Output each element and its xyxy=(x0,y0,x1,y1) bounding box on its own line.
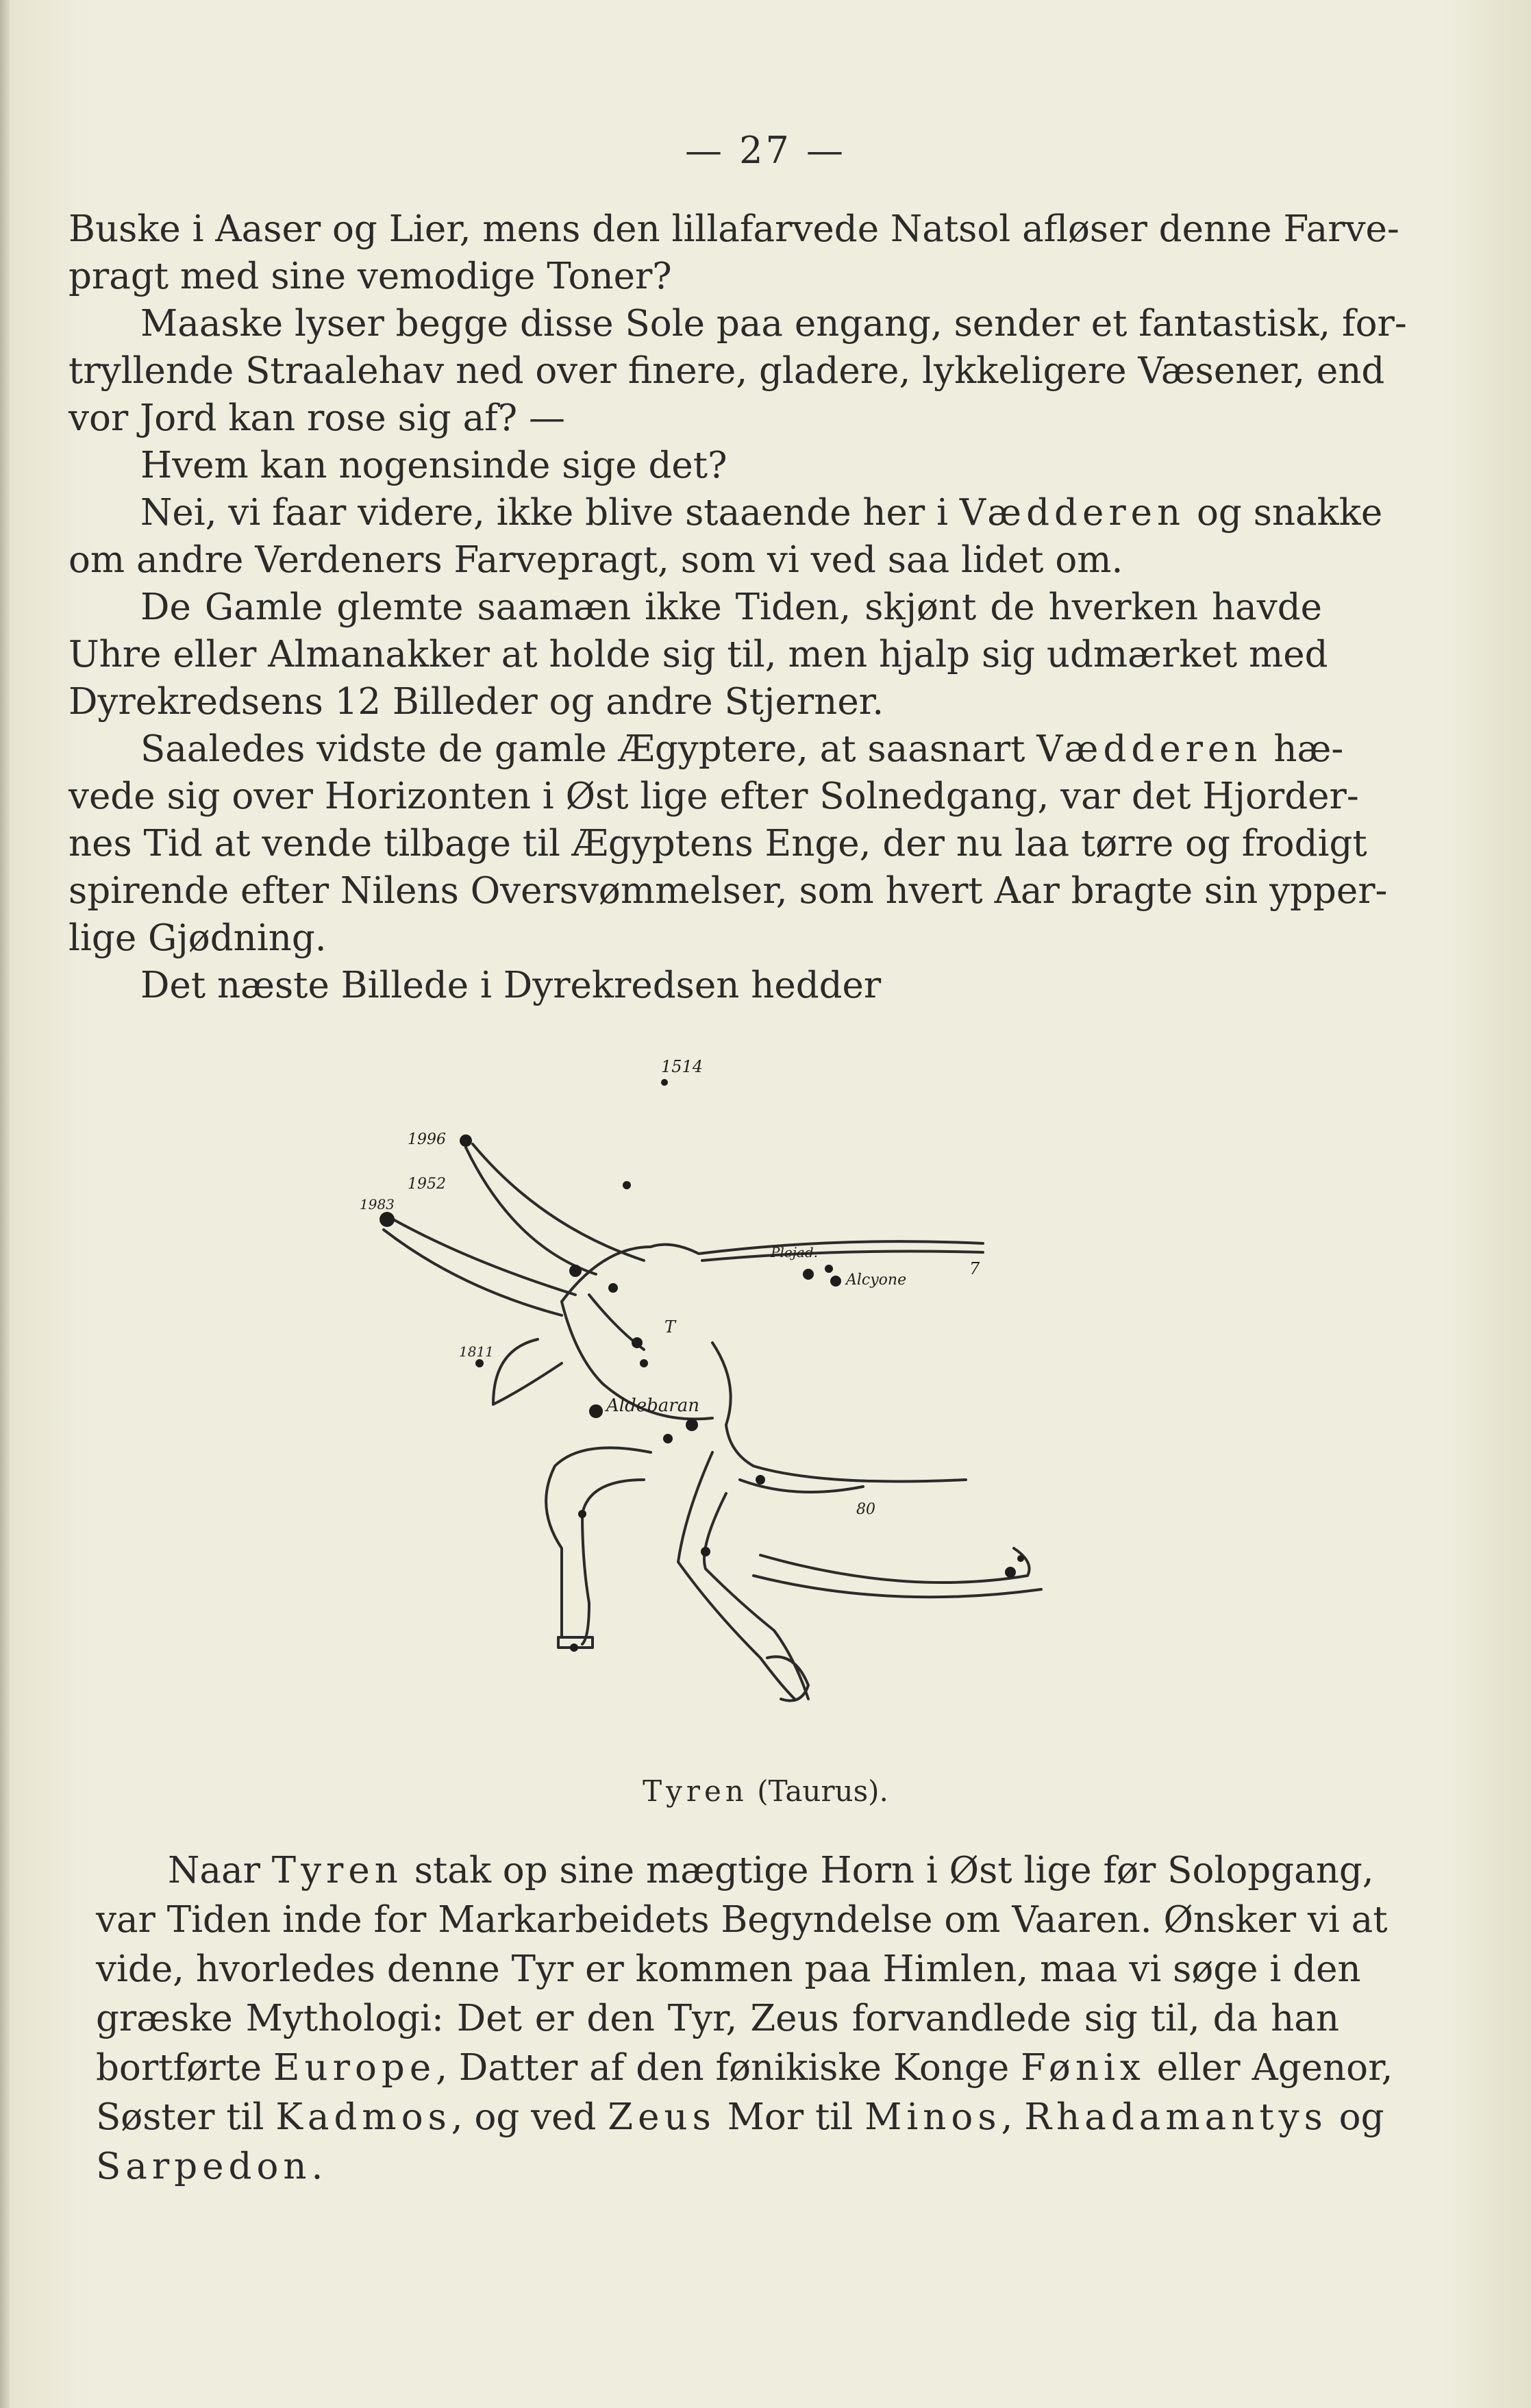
text-run: , Datter af den fønikiske Konge xyxy=(436,2047,1021,2089)
star-dot xyxy=(803,1269,814,1280)
text-line: Dyrekredsens 12 Billeder og andre Stjerner. xyxy=(69,681,884,723)
star-dot xyxy=(589,1404,603,1418)
ear xyxy=(493,1339,562,1404)
text-line: Det næste Billede i Dyrekredsen hedder xyxy=(140,965,882,1006)
back-line-lower xyxy=(702,1252,983,1261)
text-line: vide, hvorledes denne Tyr er kommen paa Himlen, maa vi søge i den xyxy=(96,1948,1361,1990)
star-label: 1811 xyxy=(459,1343,494,1360)
body-text-bottom xyxy=(96,1846,1393,2192)
text-line: var Tiden inde for Markarbeidets Begyndelse om Vaaren. Ønsker vi at xyxy=(96,1899,1388,1941)
alcyone-label: Alcyone xyxy=(846,1271,907,1289)
star-dot xyxy=(569,1265,582,1277)
star-dot xyxy=(460,1134,472,1147)
star-dot xyxy=(1017,1555,1024,1562)
star-label: 1983 xyxy=(360,1196,395,1213)
text-line: De Gamle glemte saamæn ikke Tiden, skjønt de hverken havde xyxy=(140,586,1322,628)
star-dot xyxy=(1005,1567,1016,1578)
spaced-name: Vædderen xyxy=(1036,728,1262,770)
text-run: Nei, vi faar videre, ikke blive staaende her i xyxy=(140,492,960,534)
star-label: 7 xyxy=(969,1259,980,1278)
text-line: Maaske lyser begge disse Sole paa engang, sender et fantastisk, for- xyxy=(140,303,1407,345)
page-number: — 27 — xyxy=(684,129,847,172)
text-line: nes Tid at vende tilbage til Ægyptens Enge, der nu laa tørre og frodigt xyxy=(69,823,1367,865)
caption-name: Tyren xyxy=(643,1774,748,1808)
star-dot xyxy=(825,1265,833,1273)
star-dot xyxy=(640,1359,648,1367)
spaced-name: Rhadamantys xyxy=(1024,2096,1328,2138)
text-run: eller Agenor, xyxy=(1145,2047,1393,2089)
horn-upper xyxy=(466,1147,596,1274)
text-run: Mor til xyxy=(715,2096,865,2138)
foreleg-right-inner xyxy=(704,1493,808,1699)
spaced-name: Europe xyxy=(273,2047,436,2089)
spaced-name: Minos xyxy=(864,2096,1001,2138)
text-line: lige Gjødning. xyxy=(69,917,327,959)
text-line: Uhre eller Almanakker at holde sig til, men hjalp sig udmærket med xyxy=(69,634,1328,675)
taurus-figure-svg xyxy=(356,1057,1055,1761)
text-run: Saaledes vidste de gamle Ægyptere, at saasnart xyxy=(140,728,1037,770)
text-line: pragt med sine vemodige Toner? xyxy=(69,256,672,297)
text-line xyxy=(96,2093,1384,2142)
figure-caption xyxy=(0,1774,1531,1808)
star-dot xyxy=(623,1181,631,1189)
star-dot xyxy=(608,1283,618,1293)
spaced-name: Kadmos xyxy=(275,2096,451,2138)
text-line: vor Jord kan rose sig af? — xyxy=(69,397,566,439)
spaced-name: Vædderen xyxy=(959,492,1186,534)
text-line xyxy=(69,725,1344,773)
text-run: bortførte xyxy=(96,2047,273,2089)
star-dot xyxy=(570,1643,578,1652)
pleiades-label: Plejad. xyxy=(771,1244,818,1261)
star-dot xyxy=(379,1212,395,1227)
spaced-name: Zeus xyxy=(608,2096,716,2138)
text-run: og snakke xyxy=(1185,492,1383,534)
text-line xyxy=(69,489,1383,536)
text-line xyxy=(96,2044,1393,2093)
caption-rest: (Taurus). xyxy=(747,1774,888,1808)
text-line: om andre Verdeners Farvepragt, som vi ved saa lidet om. xyxy=(69,539,1123,581)
star-dot xyxy=(686,1419,698,1431)
text-line: vede sig over Horizonten i Øst lige efter Solnedgang, var det Hjorder- xyxy=(69,775,1359,817)
star-label: 80 xyxy=(856,1501,875,1518)
star-dot xyxy=(663,1434,673,1443)
text-line: Hvem kan nogensinde sige det? xyxy=(140,445,727,486)
star-dot xyxy=(701,1547,710,1556)
star-label: 1952 xyxy=(408,1176,446,1193)
horn-lower-inner xyxy=(387,1216,575,1295)
star-dot xyxy=(830,1276,841,1287)
text-run: Naar xyxy=(168,1850,272,1891)
tail-line-upper xyxy=(760,1548,1030,1582)
text-run: hæ- xyxy=(1262,728,1344,770)
spaced-name: Tyren xyxy=(271,1850,403,1891)
text-run: og xyxy=(1327,2096,1384,2138)
star-dot xyxy=(578,1510,586,1518)
text-run: stak op sine mægtige Horn i Øst lige før Solopgang, xyxy=(402,1850,1374,1891)
text-run: Søster til xyxy=(96,2096,276,2138)
taurus-constellation-drawing xyxy=(356,1057,1055,1761)
chest-line xyxy=(712,1343,966,1482)
star-dot xyxy=(632,1337,643,1348)
aldebaran-label: Aldebaran xyxy=(606,1395,699,1416)
text-run: , og ved xyxy=(451,2096,608,2138)
text-line: Sarpedon. xyxy=(96,2146,328,2187)
horn-lower xyxy=(384,1230,562,1315)
star-dot xyxy=(661,1079,668,1086)
star-label: 1996 xyxy=(408,1131,446,1148)
text-line: Buske i Aaser og Lier, mens den lillafarvede Natsol afløser denne Farve- xyxy=(69,208,1399,250)
star-label: 1514 xyxy=(661,1057,704,1076)
spaced-name: Fønix xyxy=(1021,2047,1145,2089)
text-line: tryllende Straalehav ned over finere, gladere, lykkeligere Væsener, end xyxy=(69,350,1385,392)
figure-labels xyxy=(360,1057,980,1518)
star-label: T xyxy=(664,1317,676,1337)
page-spine xyxy=(0,0,10,2408)
foreleg-left-inner xyxy=(582,1480,644,1644)
text-run: , xyxy=(1001,2096,1025,2138)
text-line: græske Mythologi: Det er den Tyr, Zeus forvandlede sig til, da han xyxy=(96,1998,1339,2039)
foreleg-left xyxy=(546,1448,651,1637)
star-dot xyxy=(475,1359,484,1367)
body-text-top xyxy=(69,206,1407,1009)
text-line: spirende efter Nilens Oversvømmelser, som hvert Aar bragte sin ypper- xyxy=(69,870,1388,912)
text-line xyxy=(96,1846,1374,1896)
star-dot xyxy=(756,1475,765,1485)
